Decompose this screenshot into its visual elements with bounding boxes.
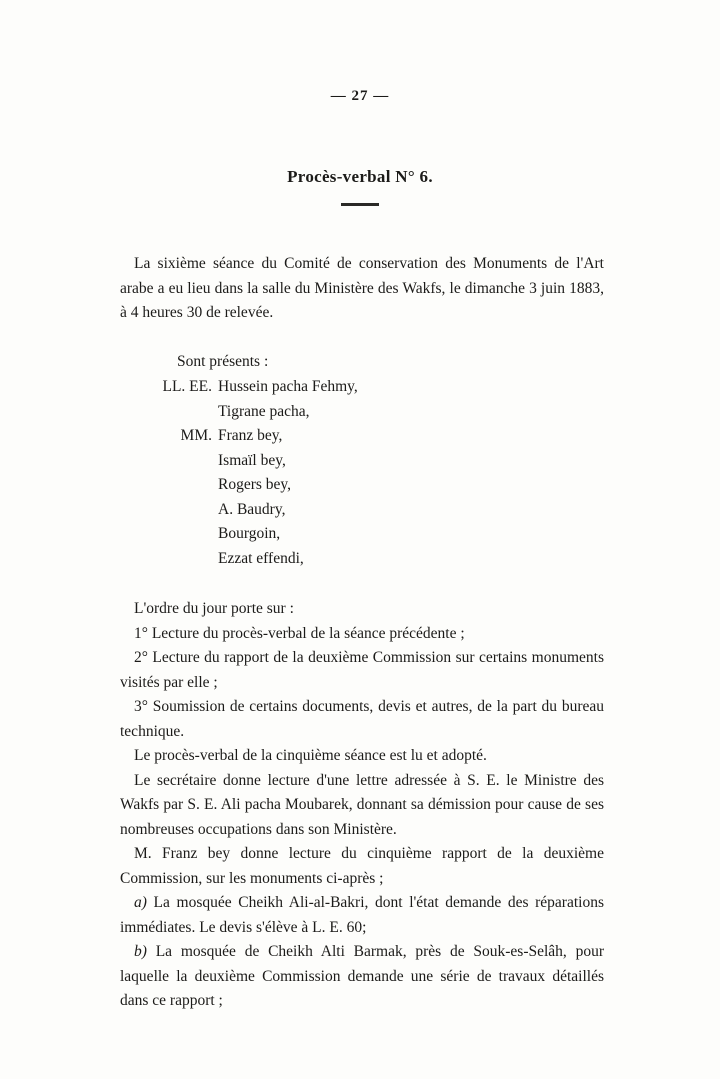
attendee-prefix: LL. EE. — [162, 378, 212, 395]
agenda-item: 1° Lecture du procès-verbal de la séance précédente ; — [134, 624, 465, 642]
item-paragraph-a — [120, 891, 604, 940]
agenda-intro: L'ordre du jour porte sur : — [134, 600, 294, 617]
body-paragraph: Le procès-verbal de la cinquième séance est lu et adopté. — [134, 747, 487, 764]
agenda-item: 2° Lecture du rapport de la deuxième Commission sur certains monuments visités par elle ; — [120, 649, 604, 691]
attendee-group-messieurs — [120, 424, 604, 571]
body-paragraph: Le secrétaire donne lecture d'une lettre adressée à S. E. le Ministre des Wakfs par S. E. Ali pacha Moubarek, donnant sa démission pour cause de ses nombreuses occupations dans son Ministère. — [120, 771, 604, 838]
attendee-name: A. Baudry, — [218, 500, 286, 518]
page-number: — 27 — — [330, 88, 390, 104]
presents-label: Sont présents : — [177, 352, 269, 370]
item-text: La mosquée Cheikh Ali-al-Bakri, dont l'état demande des réparations immédiates. Le devis s'élève à L. E. 60; — [120, 894, 604, 936]
attendee-name: Rogers bey, — [218, 476, 292, 493]
intro-paragraph: La sixième séance du Comité de conservation des Monuments de l'Art arabe a eu lieu dans la salle du Ministère des Wakfs, le dimanche 3 juin 1883, à 4 heures 30 de relevée. — [120, 255, 604, 321]
attendee-name: Franz bey, — [218, 427, 283, 444]
item-label: a) — [134, 894, 147, 911]
attendee-name: Ismaïl bey, — [218, 451, 286, 469]
attendee-list — [120, 375, 604, 571]
agenda-item: 3° Soumission de certains documents, devis et autres, de la part du bureau technique. — [120, 698, 604, 740]
item-label: b) — [134, 943, 147, 960]
attendee-names — [218, 375, 358, 424]
attendee-name: Tigrane pacha, — [218, 402, 310, 420]
item-text: La mosquée de Cheikh Alti Barmak, près de Souk-es-Selâh, pour laquelle la deuxième Commission demande une série de travaux détaillés dans ce rapport ; — [120, 943, 604, 1009]
attendee-prefix: MM. — [180, 427, 212, 444]
attendee-group-excellencies — [120, 375, 604, 424]
body-paragraph: M. Franz bey donne lecture du cinquième rapport de la deuxième Commission, sur les monuments ci-après ; — [120, 845, 604, 887]
agenda-section — [120, 597, 604, 744]
title-rule — [341, 203, 379, 206]
document-title: Procès-verbal N° 6. — [287, 167, 433, 186]
item-paragraph-b — [120, 940, 604, 1014]
document-body — [120, 252, 604, 1014]
attendee-name: Hussein pacha Fehmy, — [218, 378, 358, 395]
attendee-name: Bourgoin, — [218, 525, 281, 542]
attendee-name: Ezzat effendi, — [218, 549, 304, 567]
attendee-names — [218, 424, 304, 571]
